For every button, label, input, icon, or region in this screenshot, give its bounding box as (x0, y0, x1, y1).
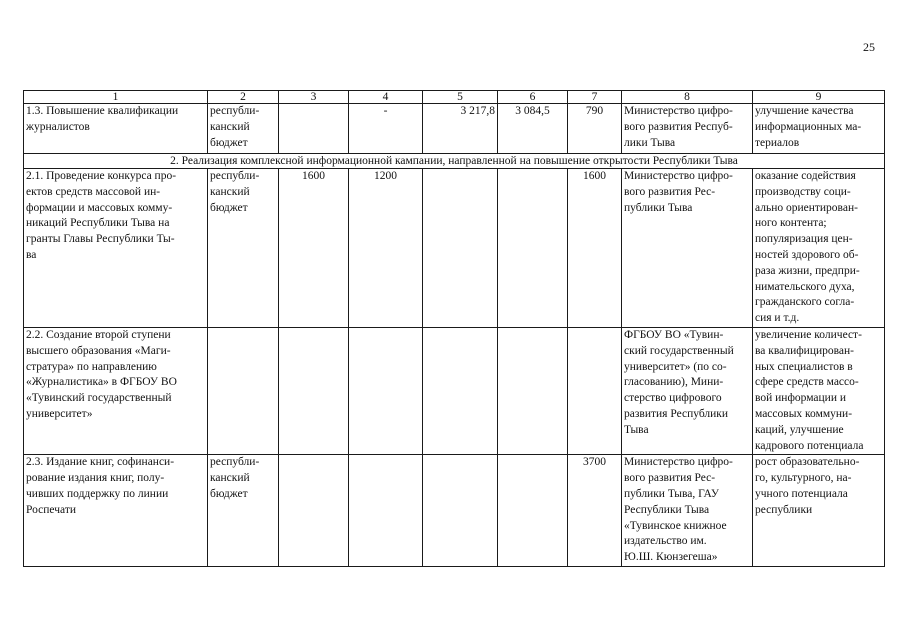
amount-cell: 3 084,5 (498, 104, 568, 154)
column-number: 4 (349, 91, 423, 104)
amount-cell: 790 (568, 104, 622, 154)
amount-cell (279, 455, 349, 567)
amount-cell (423, 327, 498, 454)
amount-cell (279, 104, 349, 154)
table-row (24, 455, 885, 567)
amount-cell (498, 327, 568, 454)
table-row (24, 327, 885, 454)
table-row (24, 104, 885, 154)
column-number: 8 (622, 91, 753, 104)
amount-cell (498, 455, 568, 567)
column-number-row (24, 91, 885, 104)
amount-cell (568, 327, 622, 454)
expected-result-cell: оказание содействия производству соци- ально ориентирован- ного контента; популяризация цен- ностей здорового об- раза жизни, предпри- нимательского духа, гражданского согла- сия и т.д. (753, 169, 885, 328)
column-number: 6 (498, 91, 568, 104)
expected-result-cell: улучшение качества информационных ма- териалов (753, 104, 885, 154)
amount-cell: - (349, 104, 423, 154)
amount-cell (498, 169, 568, 328)
amount-cell (349, 327, 423, 454)
measure-name-cell: 2.3. Издание книг, софинанси- рование издания книг, полу- чивших поддержку по линии Роспечати (24, 455, 208, 567)
amount-cell: 1600 (568, 169, 622, 328)
funding-source-cell: республи- канский бюджет (208, 104, 279, 154)
column-number: 1 (24, 91, 208, 104)
measure-name-cell: 1.3. Повышение квалификации журналистов (24, 104, 208, 154)
amount-cell: 3 217,8 (423, 104, 498, 154)
amount-cell: 1200 (349, 169, 423, 328)
funding-source-cell: республи- канский бюджет (208, 455, 279, 567)
amount-cell: 1600 (279, 169, 349, 328)
amount-cell (423, 455, 498, 567)
column-number: 3 (279, 91, 349, 104)
program-measures-table (23, 90, 885, 567)
column-number: 9 (753, 91, 885, 104)
executor-cell: Министерство цифро- вого развития Рес- публики Тыва (622, 169, 753, 328)
funding-source-cell (208, 327, 279, 454)
column-number: 2 (208, 91, 279, 104)
page-number: 25 (863, 40, 875, 54)
section-title: 2. Реализация комплексной информационной кампании, направленной на повышение открытости Республики Тыва (24, 154, 885, 169)
table-row (24, 169, 885, 328)
expected-result-cell: увеличение количест- ва квалифицирован- ных специалистов в сфере средств массо- вой информации и массовых коммуни- каций, улучшение кадрового потенциала (753, 327, 885, 454)
measure-name-cell: 2.2. Создание второй ступени высшего образования «Маги- стратура» по направлению «Журналистика» в ФГБОУ ВО «Тувинский государственный университет» (24, 327, 208, 454)
funding-source-cell: республи- канский бюджет (208, 169, 279, 328)
executor-cell: Министерство цифро- вого развития Респуб- лики Тыва (622, 104, 753, 154)
executor-cell: Министерство цифро- вого развития Рес- публики Тыва, ГАУ Республики Тыва «Тувинское книжное издательство им. Ю.Ш. Кюнзегеша» (622, 455, 753, 567)
amount-cell: 3700 (568, 455, 622, 567)
expected-result-cell: рост образовательно- го, культурного, на- учного потенциала республики (753, 455, 885, 567)
amount-cell (279, 327, 349, 454)
amount-cell (349, 455, 423, 567)
column-number: 5 (423, 91, 498, 104)
amount-cell (423, 169, 498, 328)
column-number: 7 (568, 91, 622, 104)
executor-cell: ФГБОУ ВО «Тувин- ский государственный университет» (по со- гласованию), Мини- стерство цифрового развития Республики Тыва (622, 327, 753, 454)
section-title-row (24, 154, 885, 169)
measure-name-cell: 2.1. Проведение конкурса про- ектов средств массовой ин- формации и массовых комму- никаций Республики Тыва на гранты Главы Республики Ты- ва (24, 169, 208, 328)
